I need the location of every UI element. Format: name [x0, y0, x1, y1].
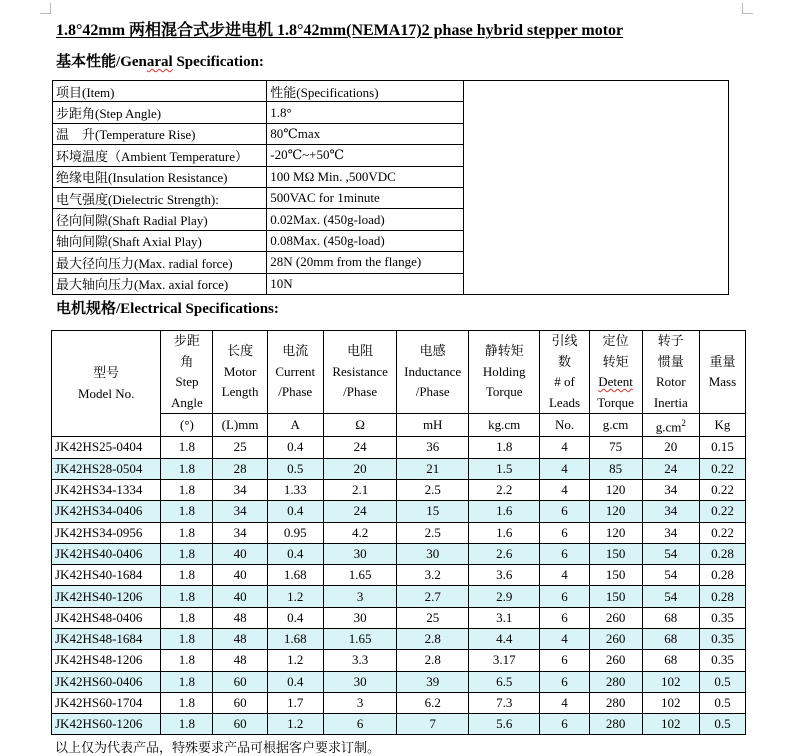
spec-item-cell: 环境温度（Ambient Temperature）	[53, 145, 267, 166]
electrical-spec-table	[51, 330, 746, 735]
cell-holding-torque: 6.5	[468, 671, 540, 692]
cell-step-angle: 1.8	[161, 671, 213, 692]
cell-detent-torque: 280	[589, 692, 642, 713]
cell-mass: 0.5	[699, 671, 745, 692]
cell-current: 1.7	[267, 692, 323, 713]
cell-model: JK42HS60-1206	[52, 714, 161, 735]
blank-image-area	[464, 81, 729, 295]
cell-resistance: 20	[323, 458, 397, 479]
cell-detent-torque: 150	[589, 565, 642, 586]
cell-mass: 0.35	[699, 629, 745, 650]
unit-mass: Kg	[699, 414, 745, 437]
col-header-rotor-inertia: 转子 惯量 Rotor Inertia	[642, 331, 699, 414]
table-row	[52, 565, 746, 586]
cell-step-angle: 1.8	[161, 479, 213, 500]
cell-length: 25	[213, 437, 267, 458]
cell-step-angle: 1.8	[161, 714, 213, 735]
cell-current: 1.2	[267, 586, 323, 607]
cell-length: 28	[213, 458, 267, 479]
cell-leads: 4	[540, 629, 589, 650]
cell-detent-torque: 260	[589, 650, 642, 671]
spec-value-cell: 0.08Max. (450g-load)	[267, 230, 464, 251]
cell-length: 34	[213, 522, 267, 543]
cell-step-angle: 1.8	[161, 522, 213, 543]
cell-current: 0.4	[267, 671, 323, 692]
cell-inductance: 2.7	[397, 586, 469, 607]
cell-inductance: 3.2	[397, 565, 469, 586]
page-corner-mark-right	[742, 3, 753, 14]
cell-inductance: 7	[397, 714, 469, 735]
cell-current: 0.4	[267, 543, 323, 564]
cell-resistance: 2.1	[323, 479, 397, 500]
cell-inductance: 2.5	[397, 522, 469, 543]
table-row	[52, 522, 746, 543]
cell-step-angle: 1.8	[161, 458, 213, 479]
cell-inductance: 25	[397, 607, 469, 628]
cell-current: 0.95	[267, 522, 323, 543]
cell-leads: 6	[540, 543, 589, 564]
general-spec-row	[53, 81, 729, 102]
col-header-length: 长度 Motor Length	[213, 331, 267, 414]
cell-mass: 0.22	[699, 501, 745, 522]
cell-length: 48	[213, 629, 267, 650]
table-row	[52, 607, 746, 628]
table-row	[52, 437, 746, 458]
page-corner-mark-left	[40, 3, 51, 14]
cell-model: JK42HS48-1206	[52, 650, 161, 671]
cell-detent-torque: 120	[589, 501, 642, 522]
cell-model: JK42HS40-0406	[52, 543, 161, 564]
cell-step-angle: 1.8	[161, 629, 213, 650]
cell-holding-torque: 3.1	[468, 607, 540, 628]
cell-leads: 6	[540, 671, 589, 692]
cell-rotor-inertia: 102	[642, 692, 699, 713]
cell-leads: 6	[540, 522, 589, 543]
cell-step-angle: 1.8	[161, 650, 213, 671]
cell-current: 0.4	[267, 437, 323, 458]
cell-length: 34	[213, 501, 267, 522]
cell-holding-torque: 3.6	[468, 565, 540, 586]
cell-step-angle: 1.8	[161, 437, 213, 458]
cell-model: JK42HS48-0406	[52, 607, 161, 628]
electrical-spec-heading: 电机规格/Electrical Specifications:	[56, 301, 279, 317]
cell-leads: 6	[540, 650, 589, 671]
cell-mass: 0.15	[699, 437, 745, 458]
unit-step-angle: (°)	[161, 414, 213, 437]
table-row	[52, 650, 746, 671]
cell-rotor-inertia: 20	[642, 437, 699, 458]
spec-value-cell: 1.8°	[267, 102, 464, 123]
cell-holding-torque: 2.9	[468, 586, 540, 607]
cell-resistance: 3	[323, 586, 397, 607]
cell-mass: 0.22	[699, 479, 745, 500]
cell-detent-torque: 280	[589, 714, 642, 735]
cell-leads: 4	[540, 458, 589, 479]
cell-leads: 4	[540, 565, 589, 586]
cell-detent-torque: 280	[589, 671, 642, 692]
table-row	[52, 692, 746, 713]
cell-inductance: 2.8	[397, 650, 469, 671]
cell-rotor-inertia: 34	[642, 479, 699, 500]
cell-length: 60	[213, 714, 267, 735]
cell-mass: 0.35	[699, 607, 745, 628]
cell-resistance: 30	[323, 543, 397, 564]
spec-item-cell: 步距角(Step Angle)	[53, 102, 267, 123]
cell-step-angle: 1.8	[161, 543, 213, 564]
cell-current: 0.4	[267, 607, 323, 628]
table-row	[52, 458, 746, 479]
table-row	[52, 714, 746, 735]
cell-detent-torque: 260	[589, 607, 642, 628]
cell-detent-torque: 75	[589, 437, 642, 458]
col-header-holding-torque: 静转矩 Holding Torque	[468, 331, 540, 414]
cell-inductance: 2.5	[397, 479, 469, 500]
cell-rotor-inertia: 102	[642, 714, 699, 735]
col-header-inductance: 电感 Inductance /Phase	[397, 331, 469, 414]
table-row	[52, 501, 746, 522]
cell-current: 1.68	[267, 629, 323, 650]
cell-inductance: 2.8	[397, 629, 469, 650]
col-header-leads: 引线 数 # of Leads	[540, 331, 589, 414]
col-header-mass: 重量 Mass	[699, 331, 745, 414]
spec-value-cell: 80℃max	[267, 123, 464, 144]
unit-rotor-inertia: $g.cm^2$	[642, 414, 699, 437]
unit-resistance: Ω	[323, 414, 397, 437]
cell-detent-torque: 120	[589, 479, 642, 500]
cell-rotor-inertia: 34	[642, 501, 699, 522]
cell-model: JK42HS40-1206	[52, 586, 161, 607]
unit-current: A	[267, 414, 323, 437]
cell-detent-torque: 85	[589, 458, 642, 479]
unit-detent-torque: g.cm	[589, 414, 642, 437]
cell-resistance: 30	[323, 607, 397, 628]
cell-length: 48	[213, 607, 267, 628]
spelling-mark: aral	[146, 54, 173, 70]
spec-item-cell: 轴向间隙(Shaft Axial Play)	[53, 230, 267, 251]
cell-rotor-inertia: 102	[642, 671, 699, 692]
cell-mass: 0.28	[699, 565, 745, 586]
cell-resistance: 3	[323, 692, 397, 713]
spec-value-cell: 500VAC for 1minute	[267, 187, 464, 208]
cell-inductance: 36	[397, 437, 469, 458]
cell-leads: 4	[540, 437, 589, 458]
cell-leads: 6	[540, 607, 589, 628]
cell-leads: 4	[540, 692, 589, 713]
general-spec-heading: 基本性能/Genaral Specification:	[56, 54, 264, 70]
cell-current: 0.4	[267, 501, 323, 522]
cell-mass: 0.28	[699, 543, 745, 564]
cell-leads: 6	[540, 501, 589, 522]
cell-step-angle: 1.8	[161, 607, 213, 628]
cell-length: 60	[213, 671, 267, 692]
cell-model: JK42HS34-1334	[52, 479, 161, 500]
cell-inductance: 30	[397, 543, 469, 564]
cell-resistance: 24	[323, 501, 397, 522]
cell-model: JK42HS28-0504	[52, 458, 161, 479]
cell-detent-torque: 120	[589, 522, 642, 543]
cell-length: 48	[213, 650, 267, 671]
cell-step-angle: 1.8	[161, 565, 213, 586]
unit-holding-torque: kg.cm	[468, 414, 540, 437]
footnote: 以上仅为代表产品，特殊要求产品可根据客户要求订制。	[55, 741, 381, 756]
cell-resistance: 1.65	[323, 629, 397, 650]
cell-holding-torque: 2.6	[468, 543, 540, 564]
cell-inductance: 39	[397, 671, 469, 692]
cell-step-angle: 1.8	[161, 501, 213, 522]
cell-holding-torque: 2.2	[468, 479, 540, 500]
table-row	[52, 671, 746, 692]
col-header-model: 型号 Model No.	[52, 331, 161, 437]
cell-holding-torque: 7.3	[468, 692, 540, 713]
spec-item-cell: 径向间隙(Shaft Radial Play)	[53, 209, 267, 230]
cell-model: JK42HS60-0406	[52, 671, 161, 692]
spec-item-cell: 项目(Item)	[53, 81, 267, 102]
spec-item-cell: 最大轴向压力(Max. axial force)	[53, 273, 267, 294]
spec-value-cell: 28N (20mm from the flange)	[267, 252, 464, 273]
cell-rotor-inertia: 68	[642, 629, 699, 650]
cell-rotor-inertia: 54	[642, 543, 699, 564]
cell-rotor-inertia: 24	[642, 458, 699, 479]
cell-step-angle: 1.8	[161, 586, 213, 607]
cell-leads: 6	[540, 586, 589, 607]
cell-holding-torque: 4.4	[468, 629, 540, 650]
cell-detent-torque: 150	[589, 543, 642, 564]
unit-leads: No.	[540, 414, 589, 437]
cell-mass: 0.22	[699, 458, 745, 479]
col-header-step-angle: 步距 角 Step Angle	[161, 331, 213, 414]
header-row	[52, 331, 746, 414]
cell-current: 1.68	[267, 565, 323, 586]
cell-length: 40	[213, 543, 267, 564]
col-header-resistance: 电阻 Resistance /Phase	[323, 331, 397, 414]
cell-length: 34	[213, 479, 267, 500]
table-row	[52, 586, 746, 607]
spec-value-cell: 性能(Specifications)	[267, 81, 464, 102]
spec-value-cell: 10N	[267, 273, 464, 294]
unit-length: (L)mm	[213, 414, 267, 437]
cell-model: JK42HS25-0404	[52, 437, 161, 458]
cell-holding-torque: 1.8	[468, 437, 540, 458]
cell-inductance: 15	[397, 501, 469, 522]
unit-inductance: mH	[397, 414, 469, 437]
document-title: 1.8°42mm 两相混合式步进电机 1.8°42mm(NEMA17)2 phase hybrid stepper motor	[56, 22, 624, 39]
cell-current: 1.2	[267, 714, 323, 735]
cell-mass: 0.5	[699, 692, 745, 713]
cell-mass: 0.28	[699, 586, 745, 607]
cell-holding-torque: 1.5	[468, 458, 540, 479]
cell-rotor-inertia: 54	[642, 565, 699, 586]
cell-detent-torque: 260	[589, 629, 642, 650]
spec-item-cell: 电气强度(Dielectric Strength):	[53, 187, 267, 208]
cell-model: JK42HS60-1704	[52, 692, 161, 713]
col-header-detent-torque: 定位 转矩 Detent Torque	[589, 331, 642, 414]
cell-inductance: 6.2	[397, 692, 469, 713]
cell-leads: 6	[540, 714, 589, 735]
cell-model: JK42HS34-0956	[52, 522, 161, 543]
general-spec-table	[52, 80, 729, 295]
cell-length: 60	[213, 692, 267, 713]
cell-current: 1.2	[267, 650, 323, 671]
cell-current: 1.33	[267, 479, 323, 500]
table-row	[52, 629, 746, 650]
spec-value-cell: -20℃~+50℃	[267, 145, 464, 166]
cell-length: 40	[213, 586, 267, 607]
cell-resistance: 6	[323, 714, 397, 735]
cell-holding-torque: 5.6	[468, 714, 540, 735]
cell-resistance: 24	[323, 437, 397, 458]
spec-item-cell: 温 升(Temperature Rise)	[53, 123, 267, 144]
spec-value-cell: 0.02Max. (450g-load)	[267, 209, 464, 230]
cell-mass: 0.5	[699, 714, 745, 735]
cell-holding-torque: 1.6	[468, 501, 540, 522]
cell-resistance: 1.65	[323, 565, 397, 586]
cell-holding-torque: 1.6	[468, 522, 540, 543]
cell-inductance: 21	[397, 458, 469, 479]
cell-rotor-inertia: 68	[642, 650, 699, 671]
cell-rotor-inertia: 68	[642, 607, 699, 628]
cell-resistance: 3.3	[323, 650, 397, 671]
cell-mass: 0.22	[699, 522, 745, 543]
cell-leads: 4	[540, 479, 589, 500]
cell-detent-torque: 150	[589, 586, 642, 607]
cell-model: JK42HS34-0406	[52, 501, 161, 522]
cell-length: 40	[213, 565, 267, 586]
spec-value-cell: 100 MΩ Min. ,500VDC	[267, 166, 464, 187]
table-row	[52, 543, 746, 564]
cell-resistance: 30	[323, 671, 397, 692]
cell-current: 0.5	[267, 458, 323, 479]
cell-resistance: 4.2	[323, 522, 397, 543]
table-row	[52, 479, 746, 500]
cell-rotor-inertia: 54	[642, 586, 699, 607]
cell-step-angle: 1.8	[161, 692, 213, 713]
cell-model: JK42HS40-1684	[52, 565, 161, 586]
col-header-current: 电流 Current /Phase	[267, 331, 323, 414]
cell-holding-torque: 3.17	[468, 650, 540, 671]
cell-rotor-inertia: 34	[642, 522, 699, 543]
spec-item-cell: 最大径向压力(Max. radial force)	[53, 252, 267, 273]
cell-mass: 0.35	[699, 650, 745, 671]
cell-model: JK42HS48-1684	[52, 629, 161, 650]
spec-item-cell: 绝缘电阻(Insulation Resistance)	[53, 166, 267, 187]
